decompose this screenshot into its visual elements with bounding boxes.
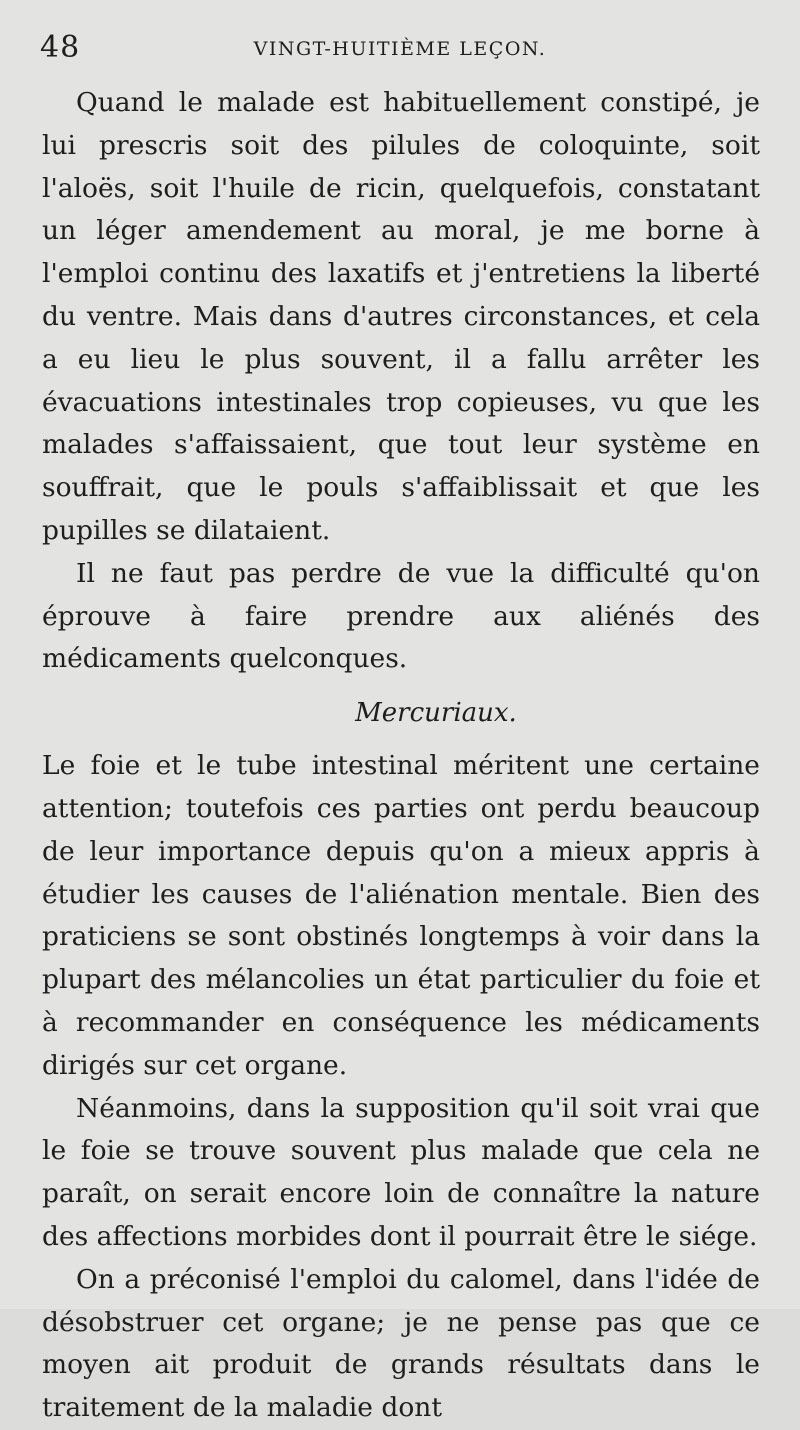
running-title: VINGT-HUITIÈME LEÇON. — [253, 38, 547, 60]
running-head — [40, 30, 760, 70]
body-text — [42, 82, 760, 1430]
paragraph-5: On a préconisé l'emploi du calomel, dans l'idée de désobstruer cet organe; je ne pense pas que ce moyen ait produit de grands résultats dans le traitement de la maladie dont — [42, 1263, 760, 1424]
section-heading: Mercuriaux. — [355, 698, 517, 729]
paragraph-3: Le foie et le tube intestinal méritent une certaine attention; toutefois ces parties ont perdu beaucoup de leur importance depuis qu'on a mieux appris à étudier les causes de l'aliénation mentale. Bien des praticiens se sont obstinés longtemps à voir dans la plupart des mélancolies un état particulier du foie et à recommander en conséquence les médicaments dirigés sur cet organe. — [42, 750, 760, 1081]
page-number: 48 — [40, 30, 81, 65]
paragraph-4: Néanmoins, dans la supposition qu'il soit vrai que le foie se trouve souvent plus malade que cela ne paraît, on serait encore loin de connaître la nature des affections morbides dont il pourrait être le siége. — [42, 1092, 760, 1252]
paragraph-2: Il ne faut pas perdre de vue la difficulté qu'on éprouve à faire prendre aux aliénés des médicaments quelconques. — [42, 557, 760, 675]
paragraph-1: Quand le malade est habituellement constipé, je lui prescris soit des pilules de coloquinte, soit l'aloës, soit l'huile de ricin, quelquefois, constatant un léger amendement au moral, je me borne à l'emploi continu des laxatifs et j'entretiens la liberté du ventre. Mais dans d'autres circonstances, et cela a eu lieu le plus souvent, il a fallu arrêter les évacuations intestinales trop copieuses, vu que les malades s'affaissaient, que tout leur système en souffrait, que le pouls s'affaiblissait et que les pupilles se dilataient. — [42, 87, 760, 546]
